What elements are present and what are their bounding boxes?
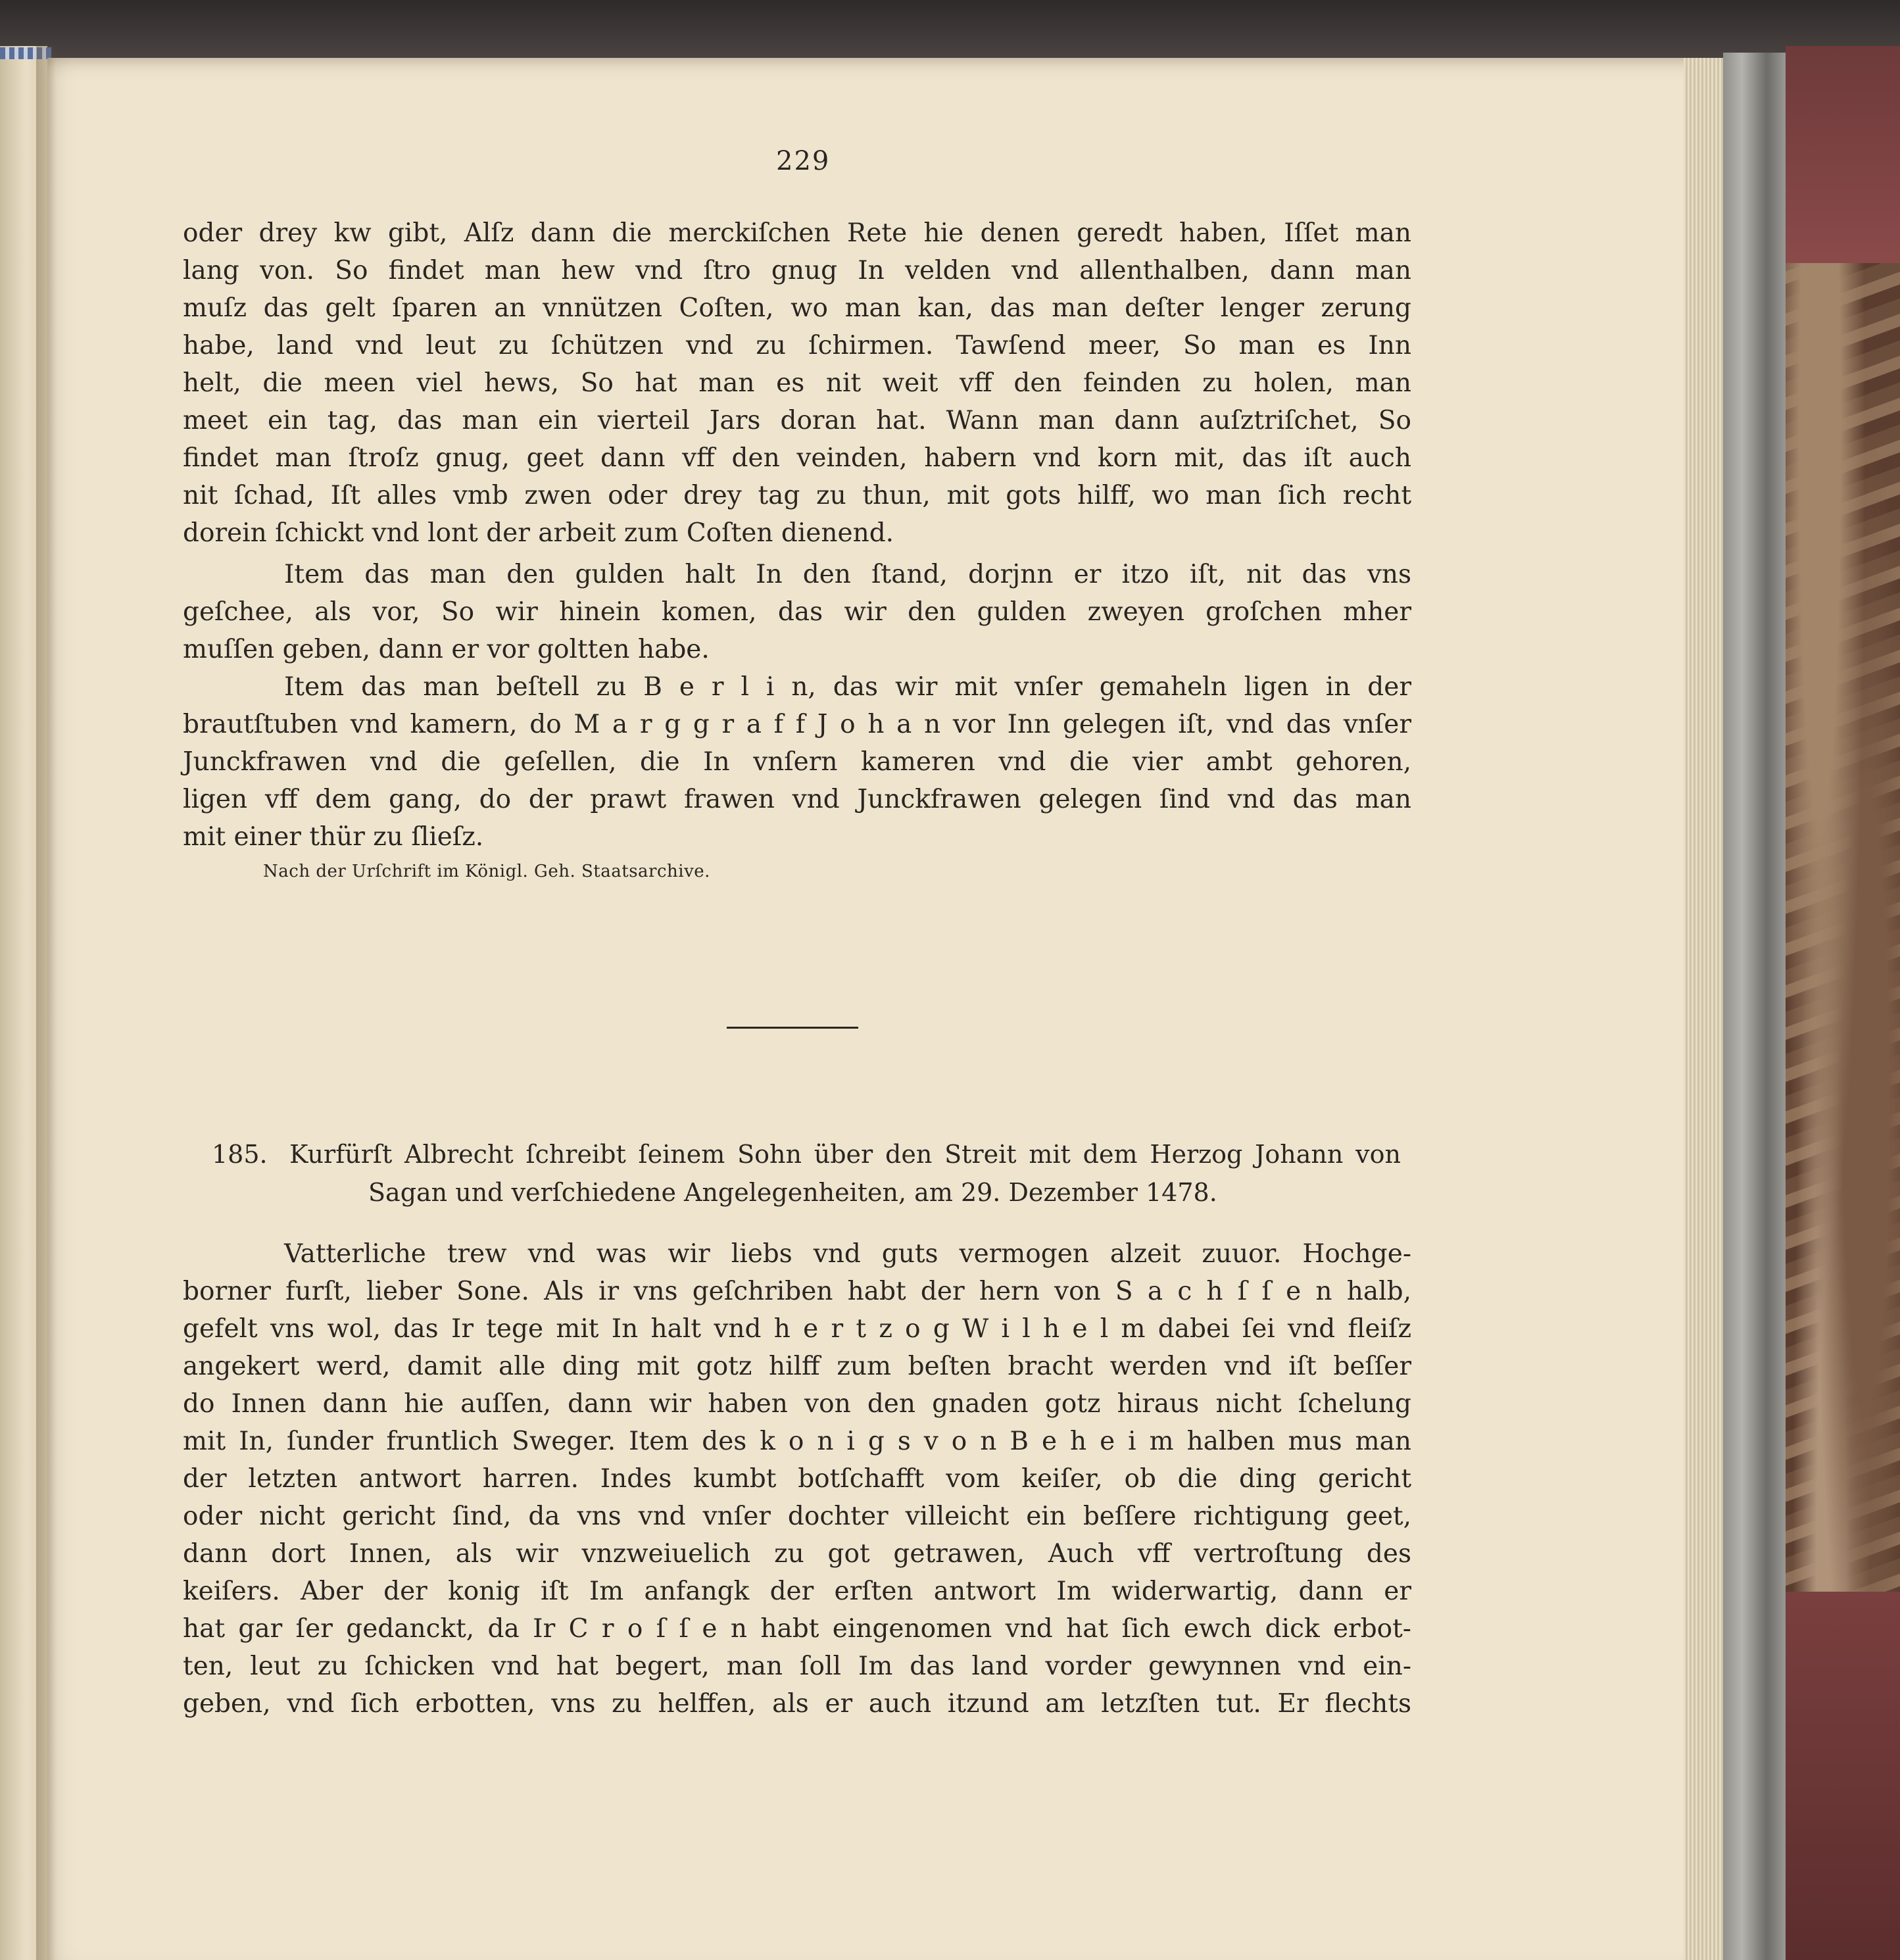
- text-line: ten, leut zu ſchicken vnd hat begert, man ſoll Im das land vorder gewynnen vnd ein-: [183, 1652, 1411, 1681]
- text-line: geben, vnd ſich erbotten, vns zu helffen, als er auch itzund am letzſten tut. Er flechts: [183, 1689, 1411, 1719]
- leather-corner-top: [1786, 46, 1900, 263]
- text-line: Vatterliche trew vnd was wir liebs vnd guts vermogen alzeit zuuor. Hochge-: [284, 1239, 1411, 1269]
- text-line: Item das man den gulden halt In den ſtand, dorjnn er itzo iſt, nit das vns: [284, 560, 1411, 589]
- text-line: helt, die meen viel hews, So hat man es nit weit vff den feinden zu holen, man: [183, 368, 1411, 398]
- document-heading: Kurfürſt Albrecht ſchreibt ſeinem Sohn über den Streit mit dem Herzog Johann von: [289, 1140, 1401, 1169]
- text-line: Junckfrawen vnd die geſellen, die In vnſern kameren vnd die vier ambt gehoren,: [183, 747, 1411, 777]
- text-line: gefelt vns wol, das Ir tege mit In halt vnd h e r t z o g W i l h e l m dabei ſei vnd fleiſz: [183, 1314, 1411, 1344]
- leather-corner-bottom: [1786, 1592, 1900, 1960]
- text-line: Item das man beſtell zu B e r l i n, das wir mit vnſer gemaheln ligen in der: [284, 672, 1411, 702]
- text-line: dann dort Innen, als wir vnzweiuelich zu got getrawen, Auch vff vertroſtung des: [183, 1539, 1411, 1569]
- page-number: 229: [776, 146, 831, 176]
- text-line: brautſtuben vnd kamern, do M a r g g r a f f J o h a n vor Inn gelegen iſt, vnd das vnſer: [183, 710, 1411, 739]
- source-note: Nach der Urſchrift im Königl. Geh. Staatsarchive.: [263, 862, 710, 881]
- text-line: der letzten antwort harren. Indes kumbt botſchafft vom keiſer, ob die ding gericht: [183, 1464, 1411, 1494]
- text-line: keiſers. Aber der konig iſt Im anfangk der erſten antwort Im widerwartig, dann er: [183, 1577, 1411, 1606]
- text-line: do Innen dann hie auſſen, dann wir haben von den gnaden gotz hiraus nicht ſchelung: [183, 1389, 1411, 1419]
- text-line: dorein ſchickt vnd lont der arbeit zum Coſten dienend.: [183, 518, 894, 548]
- document-heading-continued: Sagan und verſchiedene Angelegenheiten, am 29. Dezember 1478.: [368, 1178, 1217, 1207]
- section-divider: [727, 1027, 858, 1029]
- text-line: muſſen geben, dann er vor goltten habe.: [183, 635, 710, 664]
- text-line: muſz das gelt ſparen an vnnützen Coſten, wo man kan, das man deſter lenger zerung: [183, 293, 1411, 323]
- text-line: borner furſt, lieber Sone. Als ir vns geſchriben habt der hern von S a c h ſ ſ e n halb,: [183, 1277, 1411, 1306]
- text-line: ligen vff dem gang, do der prawt frawen vnd Junckfrawen gelegen ſind vnd das man: [183, 785, 1411, 814]
- document-number: 185.: [212, 1140, 268, 1169]
- text-line: lang von. So findet man hew vnd ſtro gnug In velden vnd allenthalben, dann man: [183, 256, 1411, 285]
- text-line: habe, land vnd leut zu ſchützen vnd zu ſchirmen. Tawſend meer, So man es Inn: [183, 331, 1411, 360]
- top-background: [0, 0, 1900, 59]
- text-line: angekert werd, damit alle ding mit gotz hilff zum beſten bracht werden vnd iſt beſſer: [183, 1352, 1411, 1381]
- text-line: oder drey kw gibt, Alſz dann die merckiſchen Rete hie denen geredt haben, Iſſet man: [183, 218, 1411, 248]
- text-line: meet ein tag, das man ein vierteil Jars doran hat. Wann man dann auſztriſchet, So: [183, 406, 1411, 435]
- text-line: mit In, ſunder fruntlich Sweger. Item des k o n i g s v o n B e h e i m halben mus man: [183, 1427, 1411, 1456]
- text-line: hat gar ſer gedanckt, da Ir C r o ſ ſ e n habt eingenomen vnd hat ſich ewch dick erbot-: [183, 1614, 1411, 1644]
- text-line: oder nicht gericht ſind, da vns vnd vnſer dochter villeicht ein beſſere richtigung geet,: [183, 1502, 1411, 1531]
- text-line: geſchee, als vor, So wir hinein komen, das wir den gulden zweyen groſchen mher: [183, 597, 1411, 627]
- text-line: nit ſchad, Iſt alles vmb zwen oder drey tag zu thun, mit gots hilff, wo man ſich recht: [183, 481, 1411, 510]
- page-fore-edge: [1684, 58, 1723, 1960]
- spine-shadow: [36, 46, 56, 1960]
- text-line: mit einer thür zu ſlieſz.: [183, 822, 484, 852]
- cover-edge: [1723, 53, 1786, 1960]
- text-line: findet man ſtroſz gnug, geet dann vff den veinden, habern vnd korn mit, das iſt auch: [183, 443, 1411, 473]
